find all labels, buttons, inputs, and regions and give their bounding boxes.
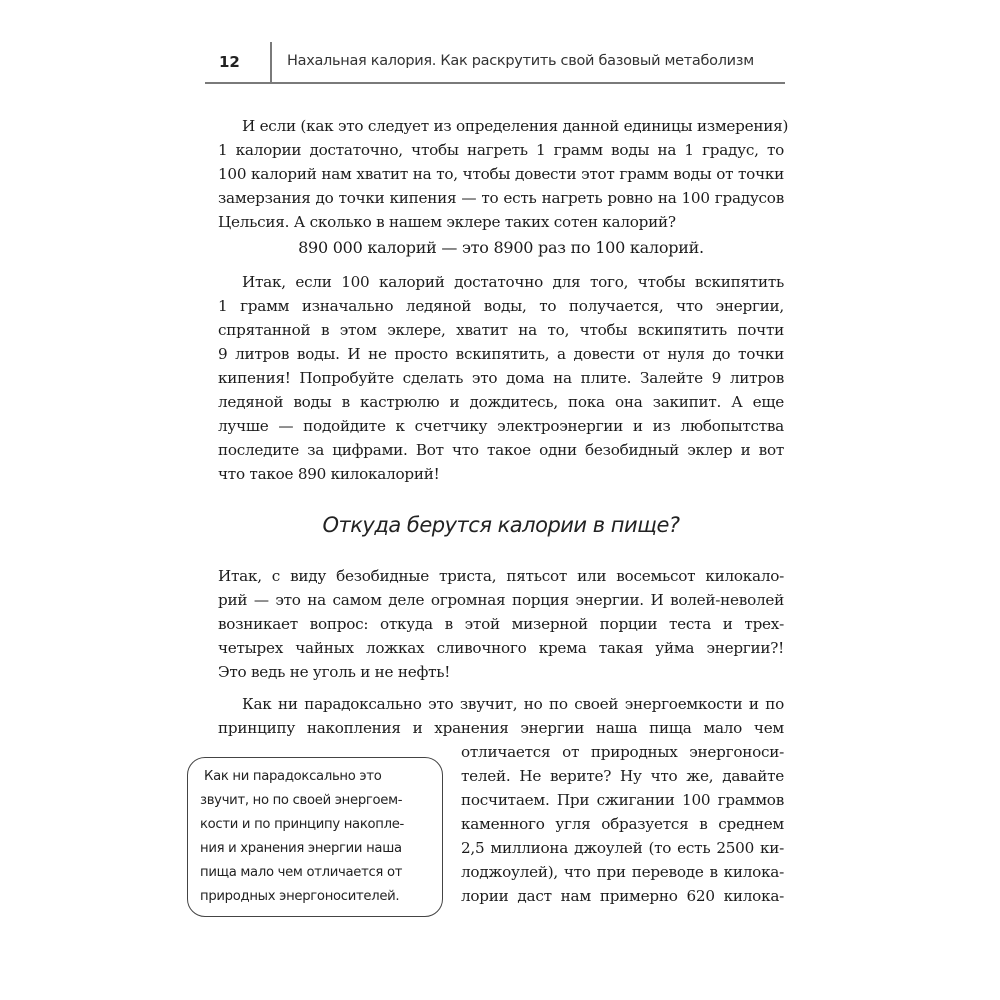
- text-line: 1 калории достаточно, чтобы нагреть 1 грамм воды на 1 градус, то: [218, 141, 784, 159]
- pull-quote-line: ния и хранения энергии наша: [200, 841, 402, 856]
- text-line: 9 литров воды. И не просто вскипятить, а довести от нуля до точки: [218, 345, 784, 363]
- text-line: отличается от природных энергоноси-: [461, 743, 784, 761]
- text-line: рий — это на самом деле огромная порция энергии. И волей-неволей: [218, 591, 784, 609]
- pull-quote-line: Как ни парадоксально это: [204, 769, 382, 784]
- text-line: И если (как это следует из определения данной единицы измерения): [242, 117, 789, 135]
- text-line: возникает вопрос: откуда в этой мизерной порции теста и трех-: [218, 615, 784, 633]
- text-line: посчитаем. При сжигании 100 граммов: [461, 791, 784, 809]
- pull-quote-line: кости и по принципу накопле-: [200, 817, 404, 832]
- formula-line: 890 000 калорий — это 8900 раз по 100 калорий.: [298, 238, 704, 257]
- text-line: замерзания до точки кипения — то есть нагреть ровно на 100 градусов: [218, 189, 784, 207]
- text-line: каменного угля образуется в среднем: [461, 815, 784, 833]
- header-divider: [270, 42, 272, 84]
- text-line: четырех чайных ложках сливочного крема такая уйма энергии?!: [218, 639, 784, 657]
- text-line: Итак, с виду безобидные триста, пятьсот или восемьсот килокало-: [218, 567, 784, 585]
- text-line: 2,5 миллиона джоулей (то есть 2500 ки-: [461, 839, 784, 857]
- text-line: Итак, если 100 калорий достаточно для того, чтобы вскипятить: [242, 273, 784, 291]
- text-line: Цельсия. А сколько в нашем эклере таких сотен калорий?: [218, 213, 676, 231]
- text-line: лоджоулей), что при переводе в килока-: [461, 863, 784, 881]
- text-line: 100 калорий нам хватит на то, чтобы довести этот грамм воды от точки: [218, 165, 784, 183]
- text-line: телей. Не верите? Ну что же, давайте: [461, 767, 784, 785]
- text-line: спрятанной в этом эклере, хватит на то, чтобы вскипятить почти: [218, 321, 784, 339]
- pull-quote-line: пища мало чем отличается от: [200, 865, 403, 880]
- pull-quote-line: природных энергоносителей.: [200, 889, 400, 904]
- text-line: 1 грамм изначально ледяной воды, то получается, что энергии,: [218, 297, 784, 315]
- page-header: [205, 40, 785, 84]
- text-line: что такое 890 килокалорий!: [218, 465, 440, 483]
- text-line: последите за цифрами. Вот что такое одни безобидный эклер и вот: [218, 441, 784, 459]
- text-line: Как ни парадоксально это звучит, но по своей энергоемкости и по: [242, 695, 784, 713]
- pull-quote-line: звучит, но по своей энергоем-: [200, 793, 403, 808]
- text-line: ледяной воды в кастрюлю и дождитесь, пока она закипит. А еще: [218, 393, 784, 411]
- running-title: Нахальная калория. Как раскрутить свой базовый метаболизм: [287, 53, 754, 69]
- text-line: лучше — подойдите к счетчику электроэнергии и из любопытства: [218, 417, 784, 435]
- section-subheading: Откуда берутся калории в пище?: [322, 513, 680, 537]
- text-line: Это ведь не уголь и не нефть!: [218, 663, 451, 681]
- text-line: кипения! Попробуйте сделать это дома на плите. Залейте 9 литров: [218, 369, 784, 387]
- page-number: 12: [219, 53, 240, 71]
- text-line: принципу накопления и хранения энергии наша пища мало чем: [218, 719, 784, 737]
- text-line: лории даст нам примерно 620 килока-: [461, 887, 784, 905]
